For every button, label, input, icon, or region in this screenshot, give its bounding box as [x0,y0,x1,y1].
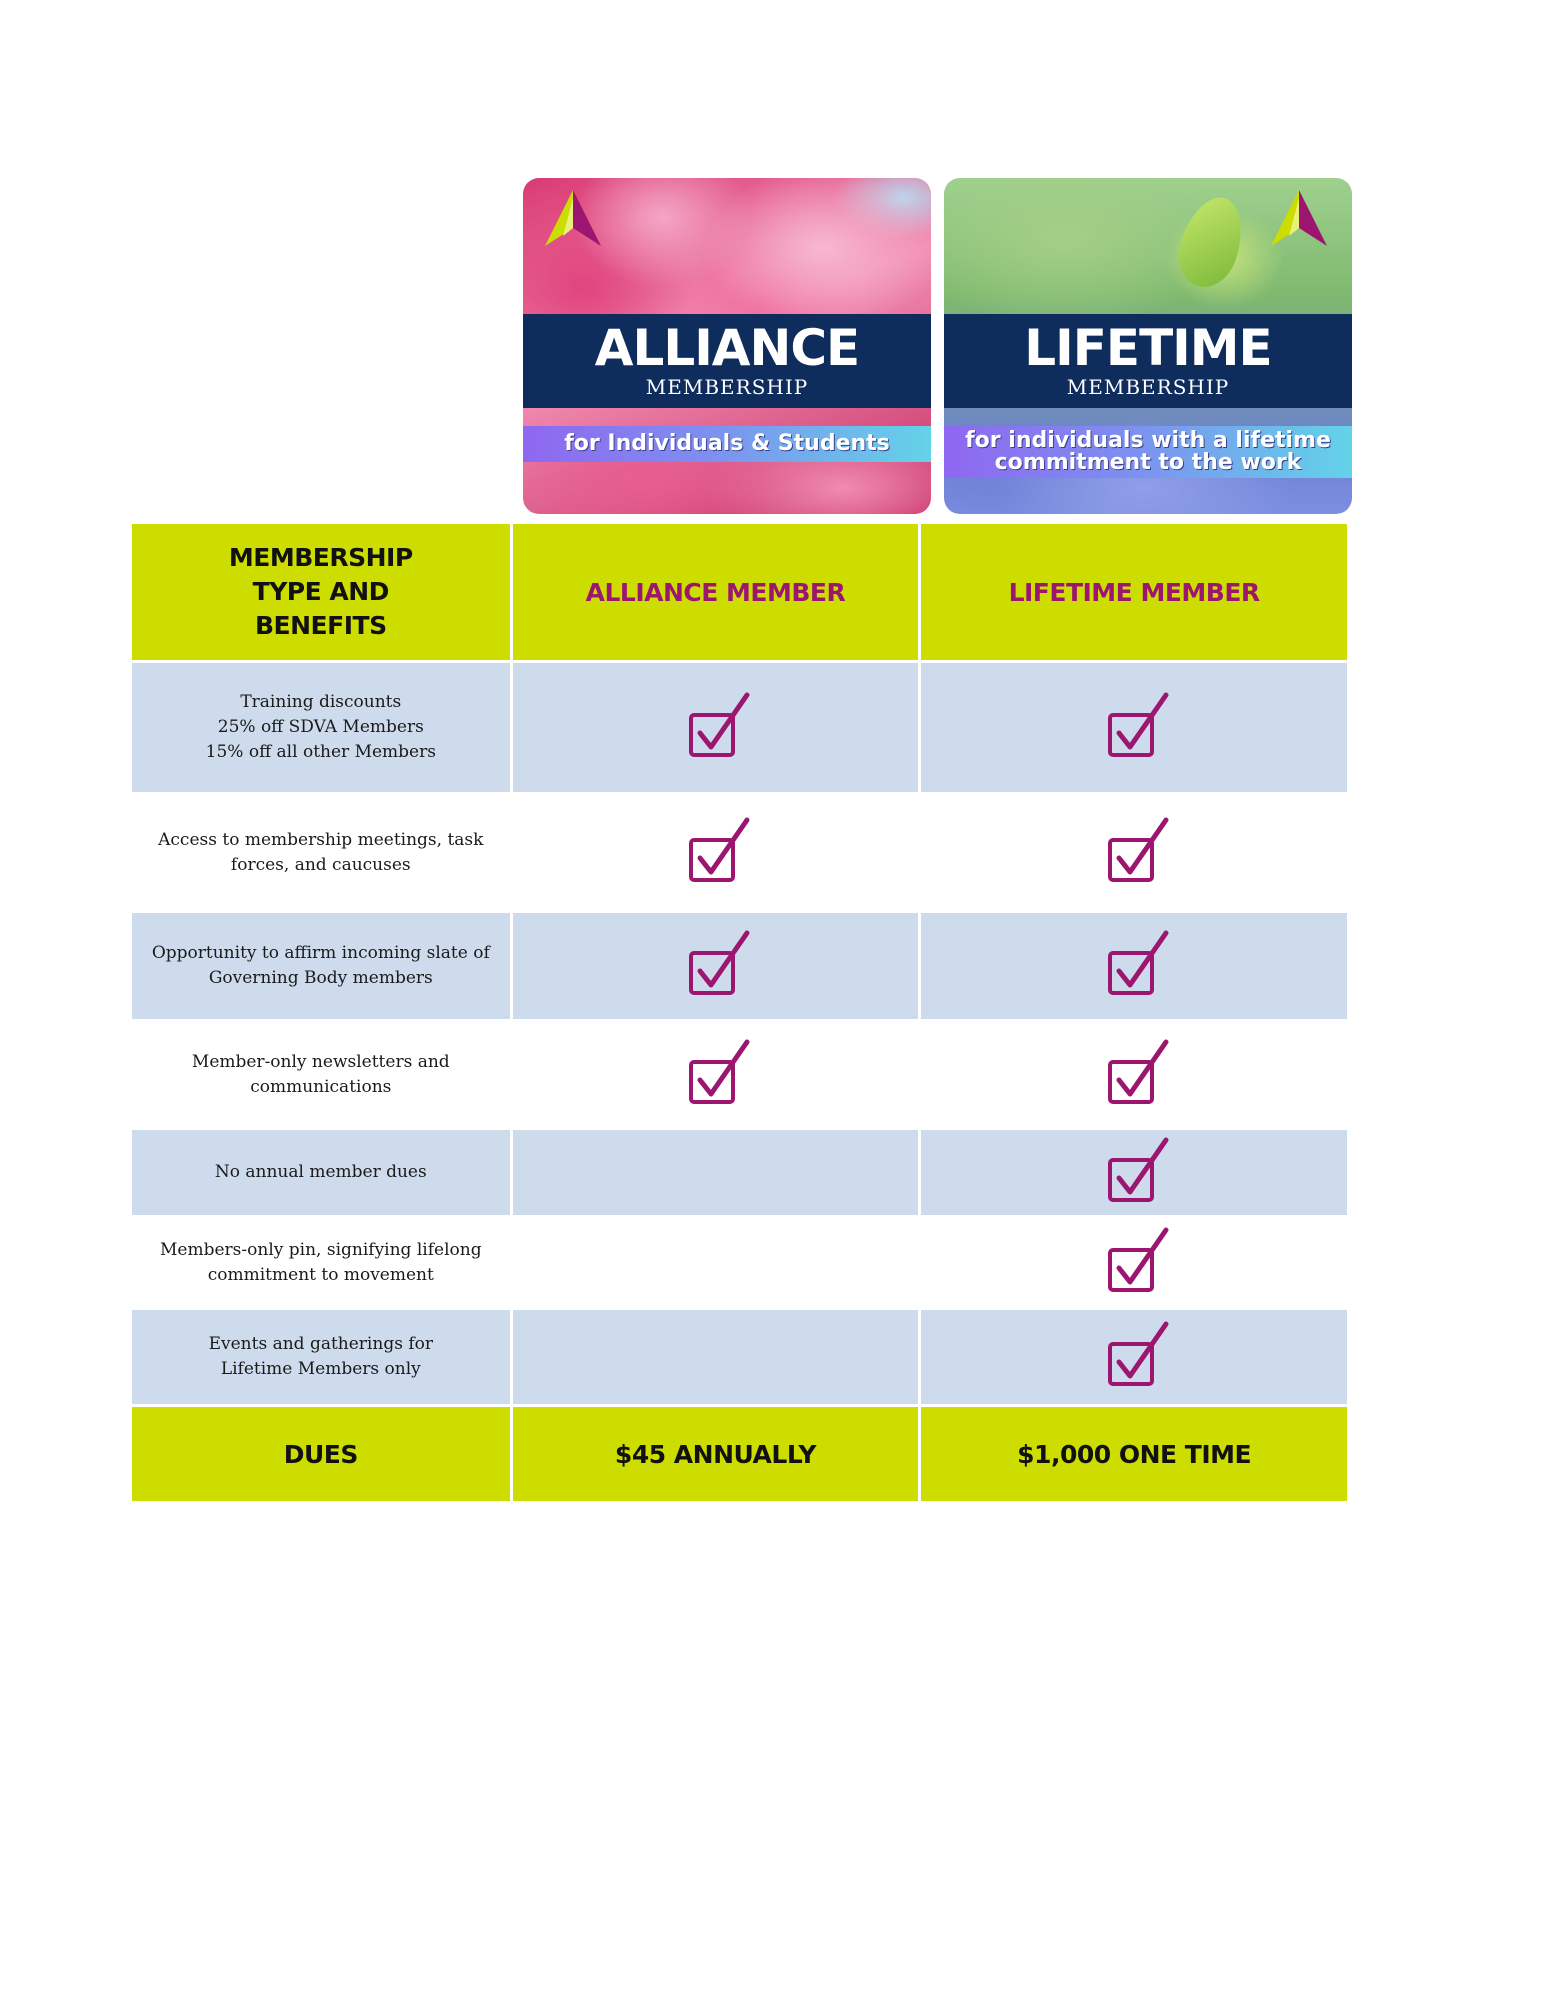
header-label-cell [132,524,510,660]
benefit-cell [132,1022,510,1127]
card-tagline [523,426,931,462]
table-row [132,1218,1347,1307]
lifetime-cell [921,1130,1347,1215]
card-tagline [944,426,1352,478]
card-tagline-line: for individuals with a lifetime [965,428,1331,453]
logo-arrow-icon [1269,188,1329,250]
benefit-line: Events and gatherings for [208,1334,433,1354]
checkmark-icon [1106,1038,1170,1108]
card-subtitle: MEMBERSHIP [645,375,809,399]
header-lifetime-member: LIFETIME MEMBER [1008,577,1260,607]
benefit-cell [132,913,510,1019]
benefit-line: Access to membership meetings, task [158,829,484,850]
benefit-line: Governing Body members [208,968,433,988]
alliance-cell [513,1130,919,1215]
dues-alliance-cell [513,1407,919,1501]
benefit-line: commitment to movement [207,1264,434,1285]
dues-row [132,1407,1347,1501]
benefit-line: 15% off all other Members [205,742,436,762]
benefit-cell [132,663,510,792]
benefit-line: forces, and caucuses [230,854,411,875]
lifetime-cell [921,795,1347,910]
card-tagline-line: for Individuals & Students [564,431,890,456]
header-alliance-cell [513,524,919,660]
header-lifetime-cell [921,524,1347,660]
benefit-line: Members-only pin, signifying lifelong [160,1239,482,1260]
benefit-line: 25% off SDVA Members [217,717,424,737]
dues-lifetime-cell [921,1407,1347,1501]
leaf-decoration [1169,189,1253,294]
lifetime-cell [921,1022,1347,1127]
header-label: MEMBERSHIP TYPE AND BENEFITS [228,543,413,640]
lifetime-cell [921,1218,1347,1307]
alliance-cell [513,1218,919,1307]
card-subtitle: MEMBERSHIP [1066,375,1230,399]
checkmark-icon [1106,1320,1170,1390]
checkmark-icon [687,929,751,999]
benefit-line: No annual member dues [214,1162,427,1182]
checkmark-icon [1106,929,1170,999]
table-row [132,1022,1347,1127]
checkmark-icon [687,816,751,886]
membership-comparison-table [129,521,1350,1504]
table-header-row [132,524,1347,660]
dues-alliance: $45 ANNUALLY [614,1439,816,1469]
benefit-line: communications [250,1076,392,1097]
card-title-band [523,314,931,408]
alliance-membership-card [523,178,931,514]
table-row [132,663,1347,792]
dues-label-cell [132,1407,510,1501]
table-row [132,1310,1347,1404]
lifetime-cell [921,1310,1347,1404]
checkmark-icon [687,691,751,761]
alliance-cell [513,663,919,792]
header-alliance-member: ALLIANCE MEMBER [585,577,846,607]
card-title: ALLIANCE [594,319,860,377]
lifetime-cell [921,913,1347,1019]
checkmark-icon [1106,691,1170,761]
checkmark-icon [1106,1226,1170,1296]
dues-lifetime: $1,000 ONE TIME [1017,1439,1252,1469]
lifetime-membership-card [944,178,1352,514]
table-row [132,913,1347,1019]
benefit-line: Training discounts [240,692,402,712]
card-title-band [944,314,1352,408]
alliance-cell [513,795,919,910]
checkmark-icon [1106,816,1170,886]
lifetime-cell [921,663,1347,792]
benefit-cell [132,1218,510,1307]
logo-arrow-icon [543,188,603,250]
card-title: LIFETIME [1024,319,1272,377]
alliance-cell [513,1310,919,1404]
checkmark-icon [1106,1136,1170,1206]
alliance-cell [513,1022,919,1127]
table-row [132,1130,1347,1215]
dues-label: DUES [283,1439,358,1469]
benefit-line: Lifetime Members only [220,1359,421,1379]
benefit-cell [132,795,510,910]
benefit-line: Member-only newsletters and [191,1051,450,1072]
alliance-cell [513,913,919,1019]
table-row [132,795,1347,910]
benefit-cell [132,1310,510,1404]
benefit-cell [132,1130,510,1215]
card-tagline-line: commitment to the work [994,450,1302,475]
benefit-line: Opportunity to affirm incoming slate of [151,943,490,963]
checkmark-icon [687,1038,751,1108]
